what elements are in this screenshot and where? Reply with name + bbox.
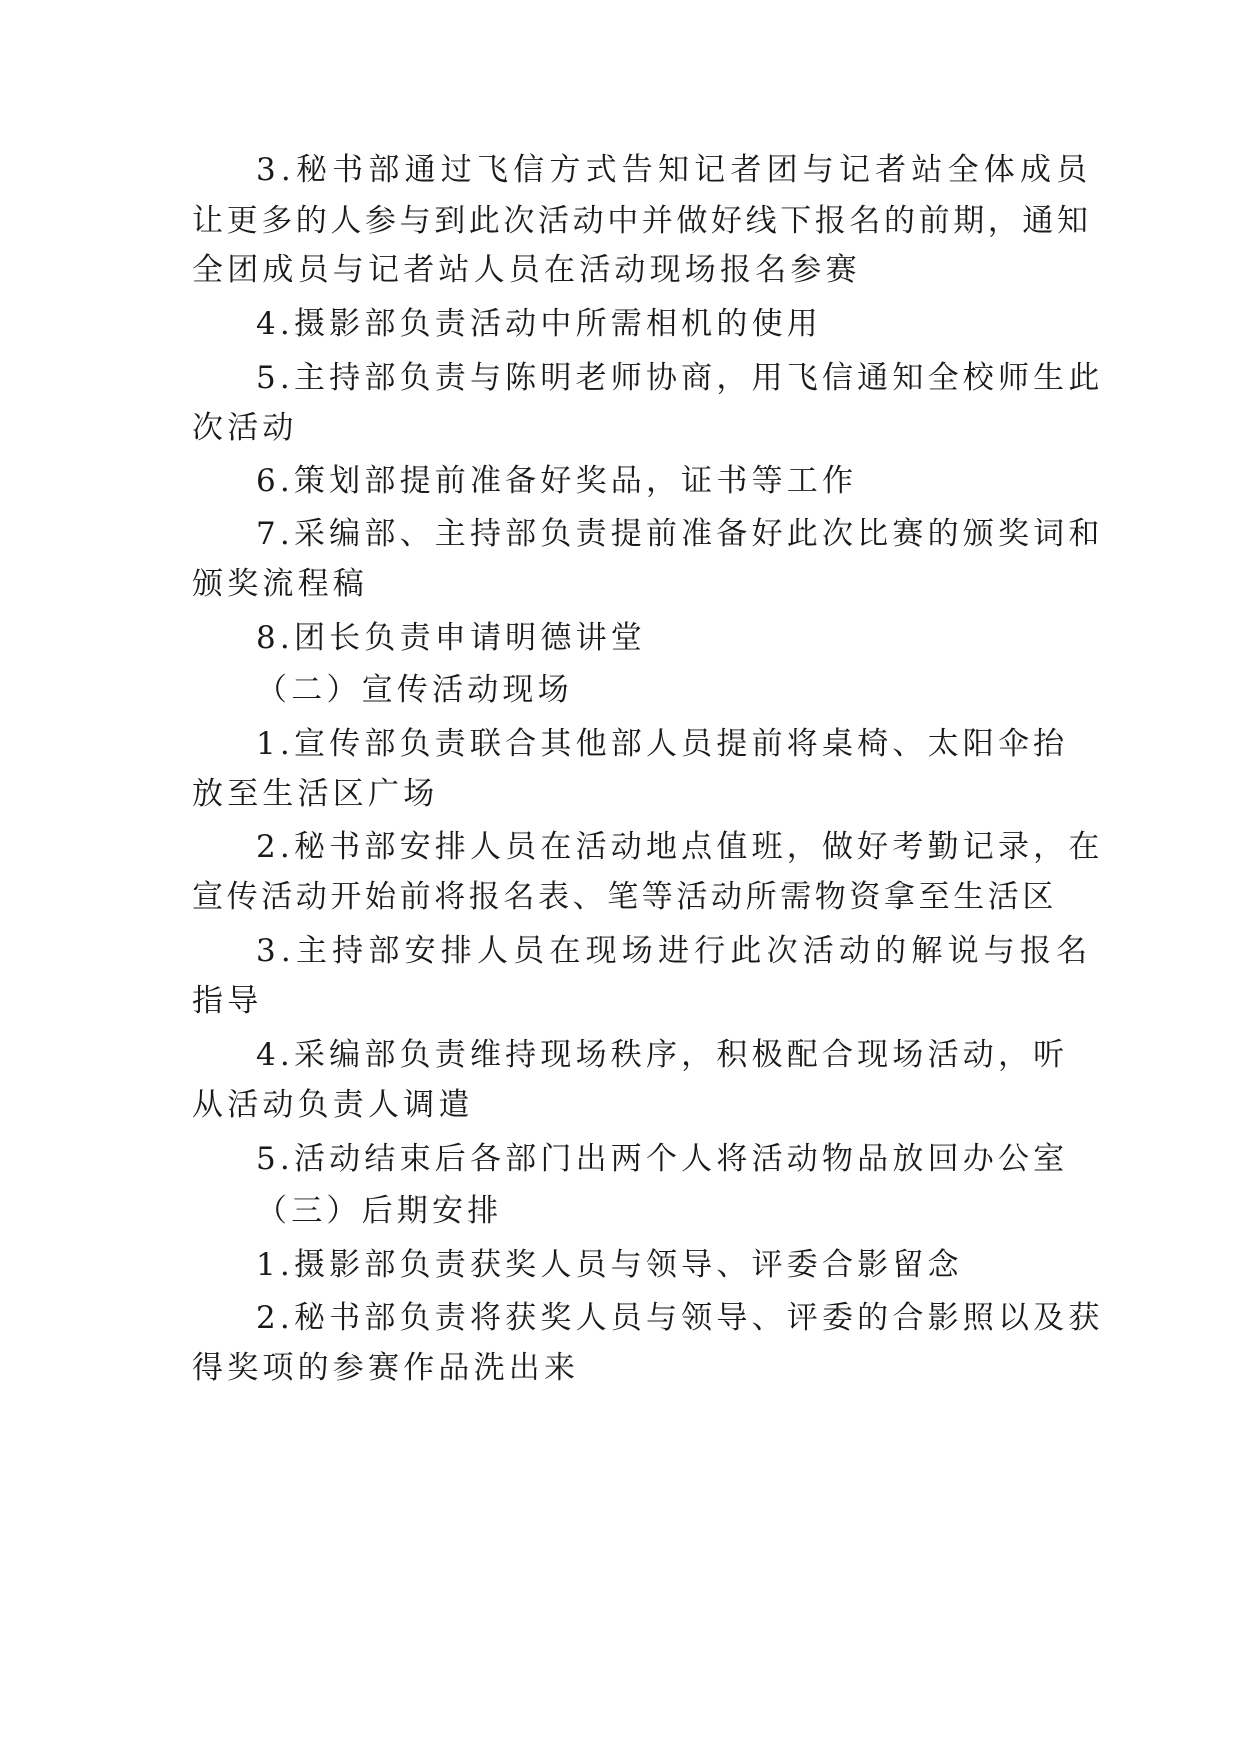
section-heading: （二）宣传活动现场 xyxy=(256,672,573,708)
paragraph-line: 放至生活区广场 xyxy=(192,776,439,812)
paragraph-line: 5.活动结束后各部门出两个人将活动物品放回办公室 xyxy=(256,1141,1069,1177)
paragraph-line: 2.秘书部负责将获奖人员与领导、评委的合影照以及获 xyxy=(256,1300,1104,1336)
paragraph-line: 从活动负责人调遣 xyxy=(192,1087,474,1123)
paragraph-line: 3.秘书部通过飞信方式告知记者团与记者站全体成员 xyxy=(256,152,1093,188)
paragraph-line: 3.主持部安排人员在现场进行此次活动的解说与报名 xyxy=(256,933,1093,969)
paragraph-line: 颁奖流程稿 xyxy=(192,566,368,602)
paragraph-line: 宣传活动开始前将报名表、笔等活动所需物资拿至生活区 xyxy=(192,879,1057,915)
paragraph-line: 4.采编部负责维持现场秩序，积极配合现场活动，听 xyxy=(256,1037,1069,1073)
paragraph-line: 指导 xyxy=(192,983,263,1019)
paragraph-line: 6.策划部提前准备好奖品，证书等工作 xyxy=(256,463,858,499)
paragraph-line: 得奖项的参赛作品洗出来 xyxy=(192,1350,580,1386)
section-heading: （三）后期安排 xyxy=(256,1193,503,1229)
paragraph-line: 让更多的人参与到此次活动中并做好线下报名的前期，通知 xyxy=(192,203,1092,239)
paragraph-line: 8.团长负责申请明德讲堂 xyxy=(256,620,646,656)
paragraph-line: 次活动 xyxy=(192,410,298,446)
paragraph-line: 4.摄影部负责活动中所需相机的使用 xyxy=(256,306,822,342)
paragraph-line: 5.主持部负责与陈明老师协商，用飞信通知全校师生此 xyxy=(256,360,1104,396)
paragraph-line: 1.宣传部负责联合其他部人员提前将桌椅、太阳伞抬 xyxy=(256,726,1069,762)
paragraph-line: 全团成员与记者站人员在活动现场报名参赛 xyxy=(192,252,861,288)
paragraph-line: 2.秘书部安排人员在活动地点值班，做好考勤记录，在 xyxy=(256,829,1104,865)
paragraph-line: 7.采编部、主持部负责提前准备好此次比赛的颁奖词和 xyxy=(256,516,1104,552)
paragraph-line: 1.摄影部负责获奖人员与领导、评委合影留念 xyxy=(256,1247,963,1283)
